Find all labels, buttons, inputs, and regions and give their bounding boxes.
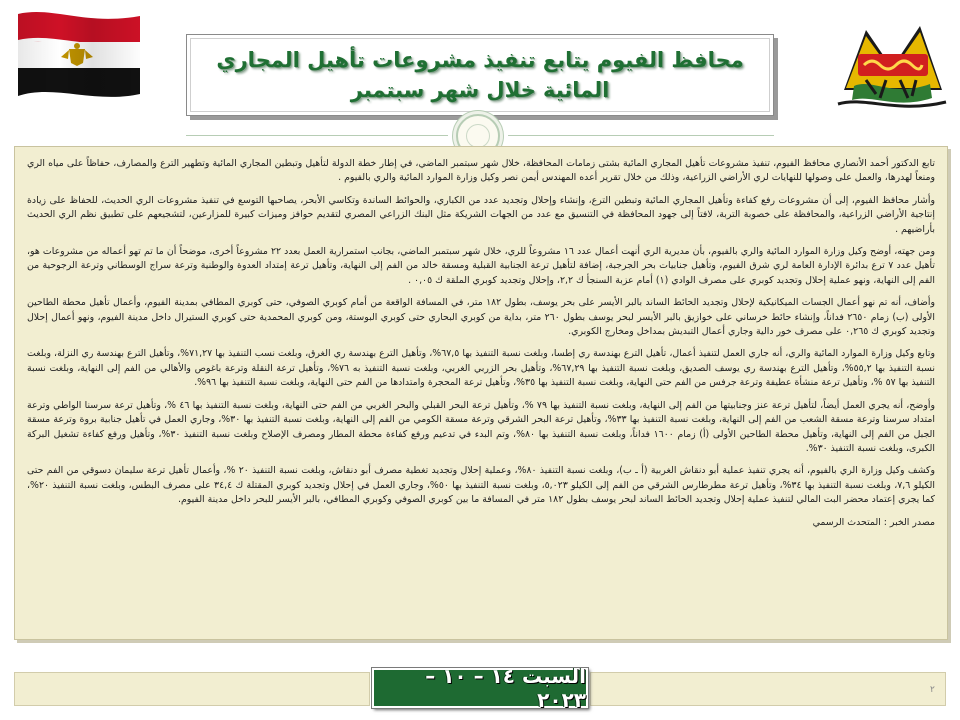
- page-number: ٢: [930, 684, 935, 694]
- article-paragraph: وأوضح، أنه يجري العمل أيضاً، لتأهيل ترعة عنز وجنابيتها من الفم إلى النهاية، وبلغت نسبة التنفيذ بها ٧٩ %، وتأهيل ترعة البحر القبلي والبحر الغربي من الفم حتى النهاية، وبلغت نسبة التنفيذ بها ٤٦ %، وتأهيل ترعة سرسنا الواطي وترعة امتداد سرسنا وترعة مسقة الشعب من الفم إلى النهاية، وبلغت نسبة التنفيذ بها ٣٣%، وتأهيل ترعة البحر الشرقي وترعة مسقة الكومي من الفم إلى النهاية، وبلغت نسبة التنفيذ بها ٣٠%، وجاري العمل في تأهيل جنابية بروة وترعة مسقة الجبل من الفم إلى النهاية، وتأهيل محطة الطاحين الأولى (أ) زمام ١٦٠٠ فداناً، وبلغت نسبة التنفيذ بها ٨٠%، وتم البدء في تدعيم ورفع كفاءة محطة المطار ومصرف الإصلاح وبلغت نسبة التنفيذ ٣٠%، وتأهيل ورفع كفاءة تشغيل البركة الكبرى، وبلغت نسبة التنفيذ ٣٠%.: [27, 399, 936, 454]
- headline-box: [186, 34, 774, 116]
- news-source: مصدر الخبر : المتحدث الرسمي: [812, 516, 935, 528]
- article-paragraph: وأضاف، أنه تم نهو أعمال الجسات الميكانيكية لإحلال وتجديد الحائط الساند بالبر الأيسر على بحر يوسف، بطول ١٨٢ متر، في المسافة الواقعة من أمام كوبري الصوفي، حتى كوبري المطافي بمدينة الفيوم، وأعمال تأهيل محطة الطاحين الأولى (ب) زمام ٢٦٥٠ فداناً، وإنشاء حائط خرساني على خوازيق بالبر الأيسر لبحر يوسف بطول ٢٦٠ متر، بداية من كوبري البحاري حتى كوبري البوستة، ومن كوبري المحمدية حتى كوبري الستيرال داخل مدينة الفيوم، ونهو أعمال إحلال وتجديد كوبري ك ٠,٢٦٥ على مصرف خور دالية وجاري أعمال التبديش بمداخل ومخارج الكوبري.: [27, 297, 935, 338]
- egypt-flag-icon: [14, 8, 144, 106]
- article-paragraph: ومن جهته، أوضح وكيل وزارة الموارد المائية والري بالفيوم، بأن مديرية الري أنهت أعمال عدد ١٦ مشروعاً للري، خلال شهر سبتمبر الماضي، بجانب استمرارية العمل بعدد ٢٢ مشروعاً أخرى، موضحاً أن ما تم تهو أعماله من مشروعات هو، تأهيل عدد ٧ ترع بدائرة الإدارة العامة لري شرق الفيوم، وتأهيل جنابيات بحر الجرجبة، إضافة لتأهيل ترعة الجنابية القبلية ومسقة خالد من الفم إلى النهاية، وتأهيل ترعة إمتداد العدوة والوطنية وترعة سراج الوسطاني وترعة الرجوحية من الفم إلى النهاية، ونهو عملية إحلال وتجديد كوبري على مصرف الوادي (١) أمام عزبة السنجأ ك ٢,٢، وإحلال وتجديد كوبري الملقة ك ٠,٠٥ .: [27, 246, 935, 286]
- fayoum-governorate-logo: [836, 20, 948, 112]
- divider-line-right: [508, 135, 774, 136]
- date-text: السبت ١٤ – ١٠ – ٢٠٢٣: [425, 664, 586, 712]
- date-box: [372, 664, 588, 712]
- article-paragraph: وكشف وكيل وزارة الري بالفيوم، أنه يجري تنفيذ عملية أبو دنقاش الغربية (أ ـ ب)، وبلغت نسبة التنفيذ ٨٠%، وعملية إحلال وتجديد تغطية مصرف أبو دنقاش، وبلغت نسبة التنفيذ ٢٠ %، وأعمال تأهيل ترعة سليمان دسوقي من الفم حتى الكيلو ٧,٦، وبلغت نسبة التنفيذ بها ٣٤%، وتأهيل ترعة مطرطارس الشرقي من الفم إلى الكيلو ٥,٠٢٣، وبلغت نسبة التنفيذ بها ٥٠%، وجاري العمل في إحلال وتجديد كوبري المقتلة ك ٣٤,٤ على مصرف البطس، وبلغت نسبة التنفيذ ٢٠%، كما يجري إعتماد محضر البت المالي لتنفيذ عملية إحلال وتجديد الحائط الساند لبحر يوسف بطول ١٨٢ متر في المسافة ما بين كوبري الصوفي وكوبري المطافي، بالبر الأيسر للبحر داخل مدينة الفيوم.: [27, 465, 936, 506]
- article-paragraph: وأشار محافظ الفيوم، إلى أن مشروعات رفع كفاءة وتأهيل المجاري المائية وتبطين الترع، وإنشاء وإحلال وتجديد عدد من الكباري، والحوائط الساندة وتكاسي الأبحر، يصاحبها التوسع في تنفيذ مشروعات الري الحديث، للحفاظ على زيادة إنتاجية الأراضي الزراعية، والمحافظة على خصوبة التربة، لافتاً إلى جهود المحافظة في التنسيق مع عدد من الجهات الشريكة مثل البنك الزراعي المصري لتقديم حوافز وميزات كبيرة للمزارعين، لتشجيعهم على تطبيق نظم الري الحديث بأراضيهم .: [27, 194, 935, 235]
- article-paragraph: وتابع وكيل وزارة الموارد المائية والري، أنه جاري العمل لتنفيذ أعمال، تأهيل الترع بهندسة ري إطسا، وبلغت نسبة التنفيذ بها ٦٧,٥%، وتأهيل الترع بهندسة ري الغرق، وبلغت نسب التنفيذ بها ٧١,٢٧%، وتأهيل الترع بهندسة ري النزلة، وبلغت نسبة التنفيذ بها ٥٥,٢%، وتأهيل الترع بهندسة ري يوسف الصديق، وبلغت نسبة التنفيذ بها ٦٧,٢٩%، وتأهيل بحر الزربي الغربي، وبلغت نسبة التنفيذ به ٧٦%، وتأهيل ترعة النقلة وترعة باغوص والأهالي من الفم إلى النهاية، وبلغت نسبة التنفيذ بها ٥٧ %، وتأهيل ترعة منشأة عطيفة وترعة جرفس من الفم حتى النهاية، وبلغت نسبة التنفيذ بها ٣٥%، وتأهيل ترعة المحجرة وامتدادها من الفم حتى النهاية، وبلغت نسبة التنفيذ بها ٩٦%.: [27, 348, 936, 389]
- footer-band-right: [590, 672, 946, 706]
- footer-band-left: [14, 672, 370, 706]
- headline-title: محافظ الفيوم يتابع تنفيذ مشروعات تأهيل المجاري المائية خلال شهر سبتمبر: [216, 48, 744, 102]
- article-panel: [14, 146, 948, 640]
- article-paragraph: تابع الدكتور أحمد الأنصاري محافظ الفيوم، تنفيذ مشروعات تأهيل المجاري المائية بشتى زمامات المحافظة، خلال شهر سبتمبر الماضي، في إطار خطة الدولة لتأهيل وتبطين المجاري المائية وتطهير الترع والمصارف، حفاظاً على مياه الري ومنعاً لهدرها، والعمل على وصولها للنهايات لري الأراضي الزراعية، وذلك من خلال تقرير أعده المهندس أيمن نصر وكيل وزارة الموارد المائية والري بالفيوم .: [27, 158, 935, 184]
- divider-line-left: [186, 135, 448, 136]
